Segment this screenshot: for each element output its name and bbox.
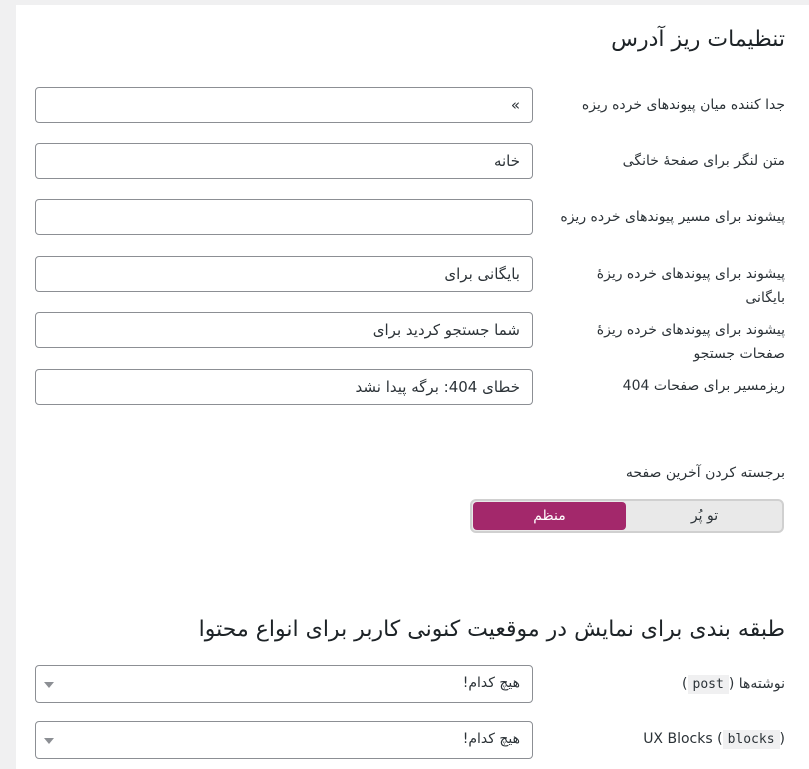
posts-label-text: نوشته‌ها	[738, 676, 785, 692]
caret-down-icon	[44, 682, 54, 688]
search-prefix-label: پیشوند برای پیوندهای خرده ریزهٔ صفحات جستجو	[596, 322, 785, 362]
bold-last-label: برجسته کردن آخرین صفحه	[625, 465, 785, 481]
posts-taxonomy-select[interactable]	[35, 665, 533, 703]
posts-code: post	[688, 675, 729, 694]
archive-prefix-label: پیشوند برای پیوندهای خرده ریزهٔ بایگانی	[596, 266, 785, 306]
path-prefix-input[interactable]	[35, 199, 533, 235]
separator-label: جدا کننده میان پیوندهای خرده ریزه	[581, 97, 785, 113]
blocks-select-value: هیچ کدام!	[462, 731, 520, 747]
settings-panel	[16, 5, 809, 769]
blocks-label-text: UX Blocks	[643, 731, 713, 747]
home-anchor-input[interactable]	[35, 143, 533, 179]
404-input[interactable]	[35, 369, 533, 405]
blocks-taxonomy-label: UX Blocks ( blocks )	[643, 731, 785, 747]
toggle-option-regular[interactable]: منظم	[473, 502, 626, 530]
posts-taxonomy-label: نوشته‌ها (post)	[682, 676, 785, 692]
taxonomy-title: طبقه بندی برای نمایش در موقعیت کنونی کاربر برای انواع محتوا	[198, 617, 785, 642]
breadcrumb-settings-title: تنظیمات ریز آدرس	[611, 27, 785, 52]
separator-input[interactable]	[35, 87, 533, 123]
404-label: ریزمسیر برای صفحات 404	[622, 378, 785, 394]
caret-down-icon	[44, 738, 54, 744]
blocks-taxonomy-select[interactable]	[35, 721, 533, 759]
archive-prefix-input[interactable]	[35, 256, 533, 292]
path-prefix-label: پیشوند برای مسیر پیوندهای خرده ریزه	[560, 209, 785, 225]
home-anchor-label: متن لنگر برای صفحهٔ خانگی	[622, 153, 785, 169]
posts-select-value: هیچ کدام!	[462, 675, 520, 691]
toggle-option-bold[interactable]: تو پُر	[690, 508, 719, 524]
search-prefix-input[interactable]	[35, 312, 533, 348]
bold-last-toggle	[470, 499, 784, 533]
blocks-code: blocks	[723, 730, 780, 749]
